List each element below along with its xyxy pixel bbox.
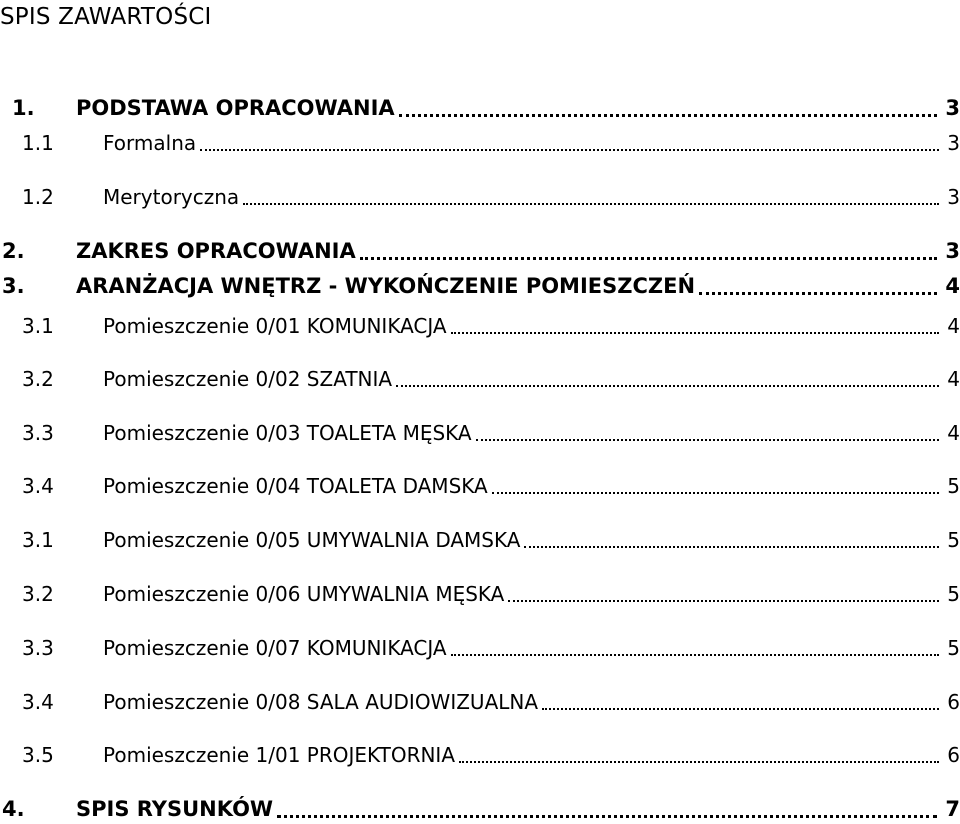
toc-entry[interactable] xyxy=(0,525,960,555)
toc-dot-leader xyxy=(399,114,938,117)
toc-entry-title: Pomieszczenie 0/03 TOALETA MĘSKA xyxy=(103,418,474,448)
toc-entry-number: 3. xyxy=(2,274,25,298)
toc-dot-leader xyxy=(542,708,939,710)
toc-entry[interactable] xyxy=(0,633,960,663)
toc-entry-number: 1.1 xyxy=(22,131,54,155)
toc-entry-page: 4 xyxy=(944,418,960,448)
toc-entry-title: Pomieszczenie 0/04 TOALETA DAMSKA xyxy=(103,471,490,501)
toc-entry-title: SPIS RYSUNKÓW xyxy=(76,794,275,824)
toc-entry[interactable] xyxy=(0,311,960,341)
toc-entry-page: 3 xyxy=(944,128,960,158)
toc-dot-leader xyxy=(476,439,940,441)
toc-entry-number: 3.3 xyxy=(22,636,54,660)
toc-entry-number: 3.1 xyxy=(22,314,54,338)
toc-heading: SPIS ZAWARTOŚCI xyxy=(0,4,212,30)
toc-entry[interactable] xyxy=(0,471,960,501)
toc-entry-number: 1. xyxy=(12,96,35,120)
toc-entry-title: Pomieszczenie 0/01 KOMUNIKACJA xyxy=(103,311,449,341)
toc-dot-leader xyxy=(277,815,937,818)
toc-entry[interactable] xyxy=(0,236,960,266)
toc-entry-number: 3.2 xyxy=(22,582,54,606)
toc-entry-page: 3 xyxy=(942,236,960,266)
toc-dot-leader xyxy=(396,385,939,387)
toc-entry-title: Pomieszczenie 0/05 UMYWALNIA DAMSKA xyxy=(103,525,522,555)
toc-entry-page: 6 xyxy=(944,687,960,717)
toc-entry[interactable] xyxy=(0,794,960,824)
toc-entry-number: 3.2 xyxy=(22,367,54,391)
toc-dot-leader xyxy=(699,292,937,295)
toc-entry-title: PODSTAWA OPRACOWANIA xyxy=(76,93,397,123)
toc-entry-title: ZAKRES OPRACOWANIA xyxy=(76,236,358,266)
toc-entry-number: 3.1 xyxy=(22,528,54,552)
toc-entry-page: 6 xyxy=(944,740,960,770)
toc-entry-title: Formalna xyxy=(103,128,198,158)
toc-entry-title: Pomieszczenie 1/01 PROJEKTORNIA xyxy=(103,740,457,770)
toc-dot-leader xyxy=(451,654,940,656)
toc-entry-title: ARANŻACJA WNĘTRZ - WYKOŃCZENIE POMIESZCZEŃ xyxy=(76,271,697,301)
toc-entry-page: 5 xyxy=(944,471,960,501)
toc-entry-number: 3.5 xyxy=(22,743,54,767)
toc-entry-number: 1.2 xyxy=(22,185,54,209)
toc-entry[interactable] xyxy=(0,687,960,717)
toc-dot-leader xyxy=(200,149,939,151)
toc-entry-page: 3 xyxy=(942,93,960,123)
toc-entry-title: Merytoryczna xyxy=(103,182,241,212)
toc-entry-title: Pomieszczenie 0/07 KOMUNIKACJA xyxy=(103,633,449,663)
toc-entry-page: 3 xyxy=(944,182,960,212)
toc-dot-leader xyxy=(508,600,939,602)
toc-entry-page: 5 xyxy=(944,525,960,555)
toc-entry-title: Pomieszczenie 0/06 UMYWALNIA MĘSKA xyxy=(103,579,506,609)
toc-dot-leader xyxy=(451,332,940,334)
toc-entry-page: 4 xyxy=(944,311,960,341)
toc-entry-page: 5 xyxy=(944,633,960,663)
toc-entry-title: Pomieszczenie 0/02 SZATNIA xyxy=(103,364,394,394)
toc-entry[interactable] xyxy=(0,418,960,448)
toc-dot-leader xyxy=(243,203,939,205)
toc-dot-leader xyxy=(524,546,939,548)
toc-dot-leader xyxy=(459,761,939,763)
toc-entry-number: 3.4 xyxy=(22,690,54,714)
toc-entry-number: 2. xyxy=(2,239,25,263)
toc-entry-number: 3.3 xyxy=(22,421,54,445)
toc-entry-number: 3.4 xyxy=(22,474,54,498)
toc-entry-page: 5 xyxy=(944,579,960,609)
toc-entry[interactable] xyxy=(0,128,960,158)
toc-entry[interactable] xyxy=(0,364,960,394)
toc-entry-page: 4 xyxy=(942,271,960,301)
toc-dot-leader xyxy=(360,257,938,260)
toc-entry-number: 4. xyxy=(2,797,25,821)
toc-entry-page: 7 xyxy=(942,794,960,824)
toc-entry[interactable] xyxy=(0,579,960,609)
toc-entry[interactable] xyxy=(0,271,960,301)
toc-dot-leader xyxy=(492,492,940,494)
toc-entry-page: 4 xyxy=(944,364,960,394)
toc-entry[interactable] xyxy=(0,182,960,212)
toc-entry[interactable] xyxy=(0,740,960,770)
toc-entry[interactable] xyxy=(0,93,960,123)
toc-entry-title: Pomieszczenie 0/08 SALA AUDIOWIZUALNA xyxy=(103,687,540,717)
